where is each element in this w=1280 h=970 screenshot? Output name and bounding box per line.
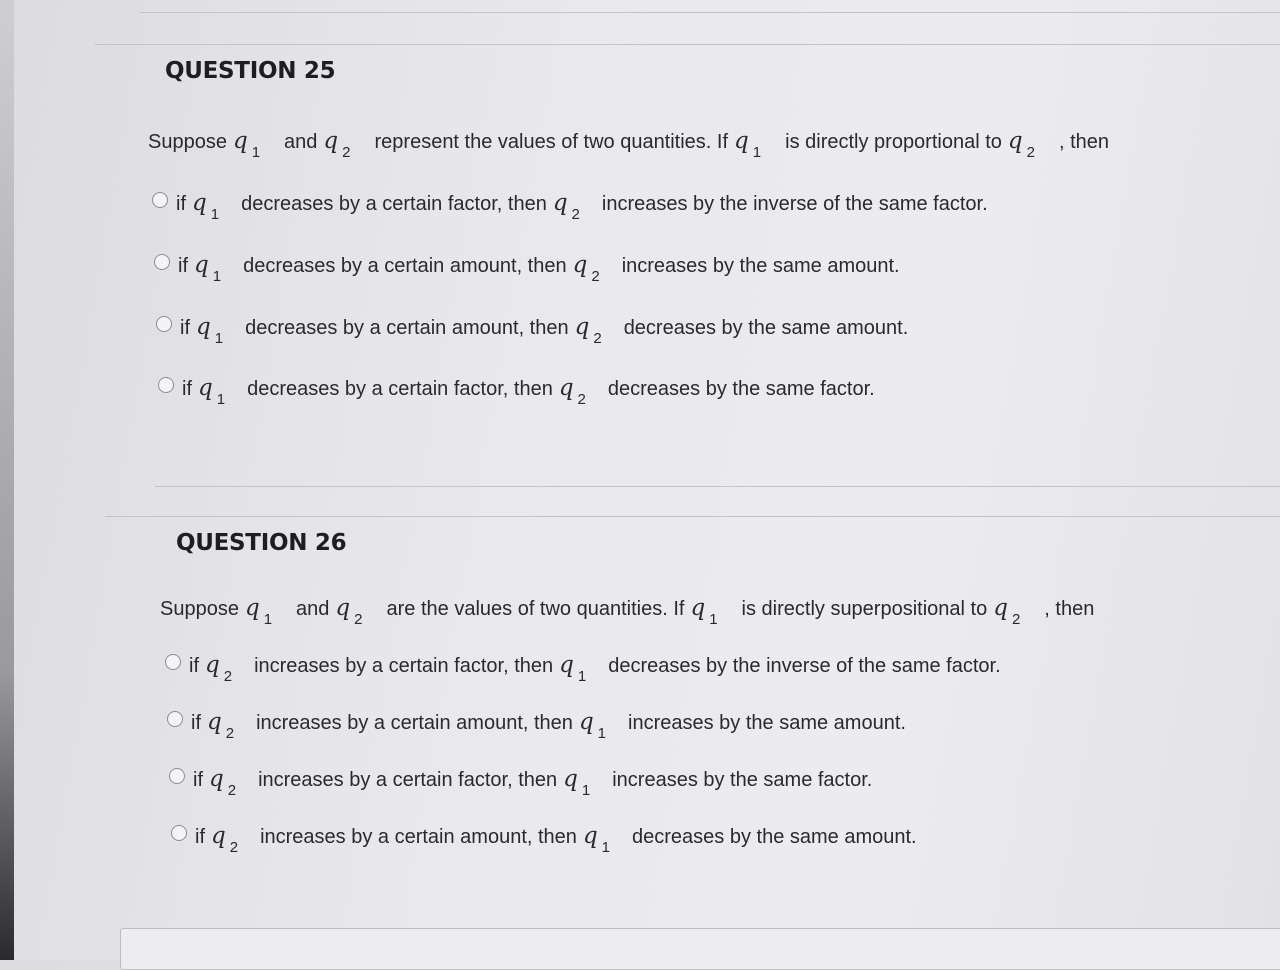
- stem-text: Suppose: [160, 598, 239, 620]
- stem-text: are the values of two quantities. If: [386, 598, 685, 620]
- variable: q: [205, 652, 220, 678]
- question-title: QUESTION 25: [165, 58, 336, 84]
- variable: q: [232, 128, 248, 154]
- variable: q: [572, 252, 588, 278]
- option-text: if: [189, 655, 199, 677]
- radio-button[interactable]: [154, 254, 170, 270]
- subscript: 1: [752, 144, 762, 161]
- variable: q: [993, 595, 1008, 621]
- answer-option[interactable]: [165, 652, 1001, 685]
- variable: q: [207, 709, 222, 735]
- question-title: QUESTION 26: [176, 530, 347, 556]
- option-text: decreases by a certain amount, then: [243, 255, 567, 277]
- question-stem: [158, 595, 1095, 628]
- subscript: 2: [593, 330, 602, 347]
- option-text: decreases by a certain factor, then: [241, 193, 547, 215]
- variable: q: [209, 766, 224, 792]
- subscript: 2: [229, 839, 239, 856]
- subscript: 1: [263, 611, 273, 628]
- option-text: decreases by the same amount.: [632, 826, 917, 848]
- screen-edge: [0, 0, 14, 960]
- stem-text: is directly superpositional to: [741, 598, 988, 620]
- subscript: 1: [597, 725, 607, 742]
- variable: q: [1007, 128, 1023, 154]
- option-text: increases by a certain amount, then: [256, 712, 573, 734]
- radio-button[interactable]: [152, 192, 168, 208]
- subscript: 1: [216, 391, 226, 408]
- option-text: if: [176, 193, 186, 215]
- variable: q: [690, 595, 706, 621]
- option-text: increases by a certain factor, then: [258, 769, 558, 791]
- variable: q: [563, 766, 578, 792]
- answer-option[interactable]: [169, 766, 873, 799]
- stem-text: Suppose: [148, 131, 227, 153]
- subscript: 1: [577, 668, 587, 685]
- option-text: increases by the same amount.: [621, 255, 900, 277]
- radio-button[interactable]: [158, 377, 174, 393]
- subscript: 2: [354, 611, 363, 628]
- stem-text: , then: [1044, 598, 1095, 620]
- divider: [140, 12, 1280, 13]
- variable: q: [582, 823, 598, 849]
- option-text: decreases by the same factor.: [607, 378, 875, 400]
- subscript: 2: [1011, 611, 1021, 628]
- option-text: increases by the same factor.: [612, 769, 873, 791]
- subscript: 1: [214, 330, 224, 347]
- option-text: decreases by a certain factor, then: [247, 378, 553, 400]
- subscript: 2: [1026, 144, 1035, 161]
- option-text: increases by a certain factor, then: [254, 655, 554, 677]
- subscript: 2: [577, 391, 586, 408]
- answer-option[interactable]: [158, 375, 875, 408]
- stem-text: represent the values of two quantities. If: [374, 131, 729, 153]
- subscript: 1: [210, 206, 220, 223]
- option-text: if: [193, 769, 203, 791]
- question-stem: [146, 128, 1110, 161]
- variable: q: [323, 128, 339, 154]
- subscript: 1: [581, 782, 591, 799]
- subscript: 2: [342, 144, 351, 161]
- option-text: decreases by a certain amount, then: [245, 317, 569, 339]
- option-text: decreases by the same amount.: [623, 317, 909, 339]
- variable: q: [198, 375, 213, 401]
- variable: q: [211, 823, 226, 849]
- option-text: if: [191, 712, 201, 734]
- option-text: increases by the same amount.: [628, 712, 906, 734]
- answer-option[interactable]: [152, 190, 988, 223]
- stem-text: , then: [1058, 131, 1110, 153]
- option-text: if: [178, 255, 188, 277]
- subscript: 1: [601, 839, 611, 856]
- stem-text: and: [296, 598, 330, 620]
- option-text: increases by the inverse of the same factor.: [601, 193, 988, 215]
- variable: q: [552, 190, 568, 216]
- radio-button[interactable]: [169, 768, 185, 784]
- subscript: 2: [571, 206, 580, 223]
- option-text: if: [182, 378, 192, 400]
- subscript: 2: [227, 782, 237, 799]
- subscript: 1: [251, 144, 261, 161]
- stem-text: and: [284, 131, 318, 153]
- subscript: 2: [225, 725, 235, 742]
- option-text: if: [195, 826, 205, 848]
- subscript: 1: [212, 268, 222, 285]
- option-text: increases by a certain amount, then: [260, 826, 577, 848]
- radio-button[interactable]: [165, 654, 181, 670]
- answer-option[interactable]: [156, 314, 909, 347]
- subscript: 2: [591, 268, 600, 285]
- stem-text: is directly proportional to: [785, 131, 1002, 153]
- subscript: 2: [223, 668, 233, 685]
- variable: q: [196, 314, 211, 340]
- subscript: 1: [709, 611, 718, 628]
- option-text: decreases by the inverse of the same factor.: [608, 655, 1001, 677]
- radio-button[interactable]: [171, 825, 187, 841]
- variable: q: [559, 652, 574, 678]
- divider: [155, 486, 1280, 487]
- next-question-box: [120, 928, 1280, 970]
- variable: q: [558, 375, 574, 401]
- variable: q: [734, 128, 749, 154]
- variable: q: [244, 595, 260, 621]
- divider: [95, 44, 1280, 45]
- variable: q: [574, 314, 590, 340]
- answer-option[interactable]: [154, 252, 900, 285]
- variable: q: [194, 252, 209, 278]
- radio-button[interactable]: [167, 711, 183, 727]
- variable: q: [192, 190, 207, 216]
- divider: [105, 516, 1280, 517]
- variable: q: [578, 709, 594, 735]
- answer-option[interactable]: [167, 709, 906, 742]
- answer-option[interactable]: [171, 823, 917, 856]
- option-text: if: [180, 317, 190, 339]
- variable: q: [335, 595, 351, 621]
- radio-button[interactable]: [156, 316, 172, 332]
